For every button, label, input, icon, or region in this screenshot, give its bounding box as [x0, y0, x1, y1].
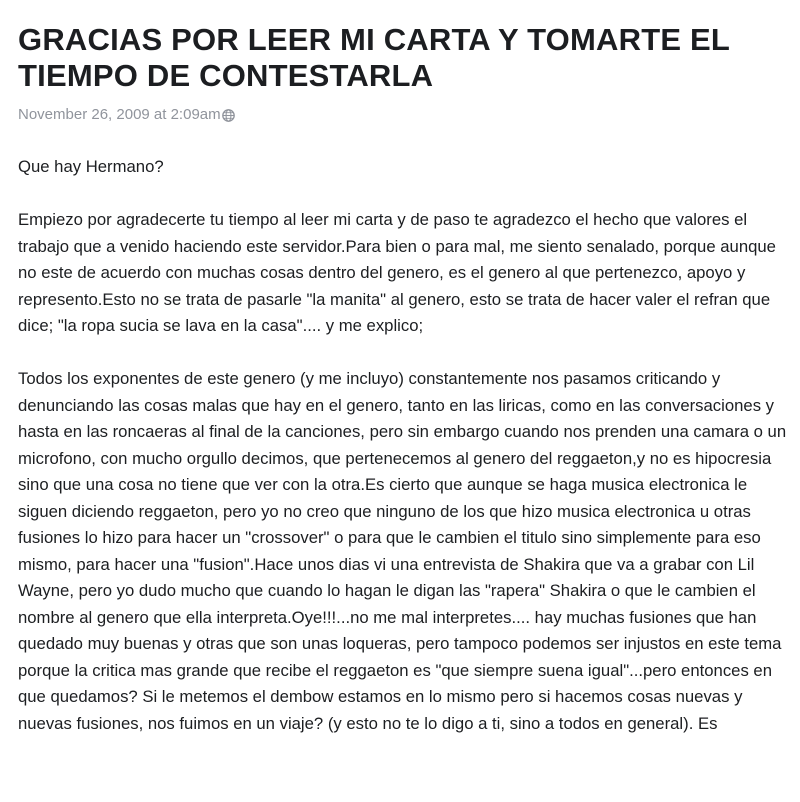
paragraph-greeting: Que hay Hermano? [18, 157, 164, 176]
paragraph-main: Todos los exponentes de este genero (y me incluyo) constantemente nos pasamos criticando y denunciando las cosas malas que hay en el genero, tanto en las liricas, como en las conversaciones y hasta en las roncaeras al final de la canciones, pero sin embargo cuando nos prenden una camara o un microfono, con mucho orgullo decimos, que pertenecemos al genero del reggaeton,y no es hipocresia sino que una cosa no tiene que ver con la otra.Es cierto que aunque se haga musica electronica le siguen diciendo reggaeton, pero yo no creo que ninguno de los que hizo musica electronica u otras fusiones lo hizo para hacer un "crossover" o para que le cambien el titulo sino simplemente para eso mismo, para hacer una "fusion".Hace unos dias vi una entrevista de Shakira que va a grabar con Lil Wayne, pero yo dudo mucho que cuando lo hagan le digan las "rapera" Shakira o que le cambien el nombre al genero que ella interpreta.Oye!!!...no me mal interpretes.... hay muchas fusiones que han quedado muy buenas y otras que son unas loqueras, pero tampoco podemos ser injustos en este tema porque la critica mas grande que recibe el reggaeton es "que siempre suena igual"...pero entonces en que quedamos? Si le metemos el dembow estamos en lo mismo pero si hacemos cosas nuevas y nuevas fusiones, nos fuimos en un viaje? (y esto no te lo digo a ti, sino a todos en general). Es [18, 369, 787, 733]
timestamp-link[interactable]: November 26, 2009 at 2:09am [18, 106, 221, 123]
note-container [18, 22, 788, 764]
note-body [18, 154, 788, 737]
globe-icon[interactable] [222, 109, 235, 122]
note-title: GRACIAS POR LEER MI CARTA Y TOMARTE EL TIEMPO DE CONTESTARLA [18, 22, 730, 93]
paragraph-intro: Empiezo por agradecerte tu tiempo al leer mi carta y de paso te agradezco el hecho que valores el trabajo que a venido haciendo este servidor.Para bien o para mal, me siento senalado, porque aunque no este de acuerdo con muchas cosas dentro del genero, es el genero al que pertenezco, apoyo y represento.Esto no se trata de pasarle "la manita" al genero, esto se trata de hacer valer el refran que dice; "la ropa sucia se lava en la casa".... y me explico; [18, 210, 776, 335]
note-meta [18, 106, 788, 124]
